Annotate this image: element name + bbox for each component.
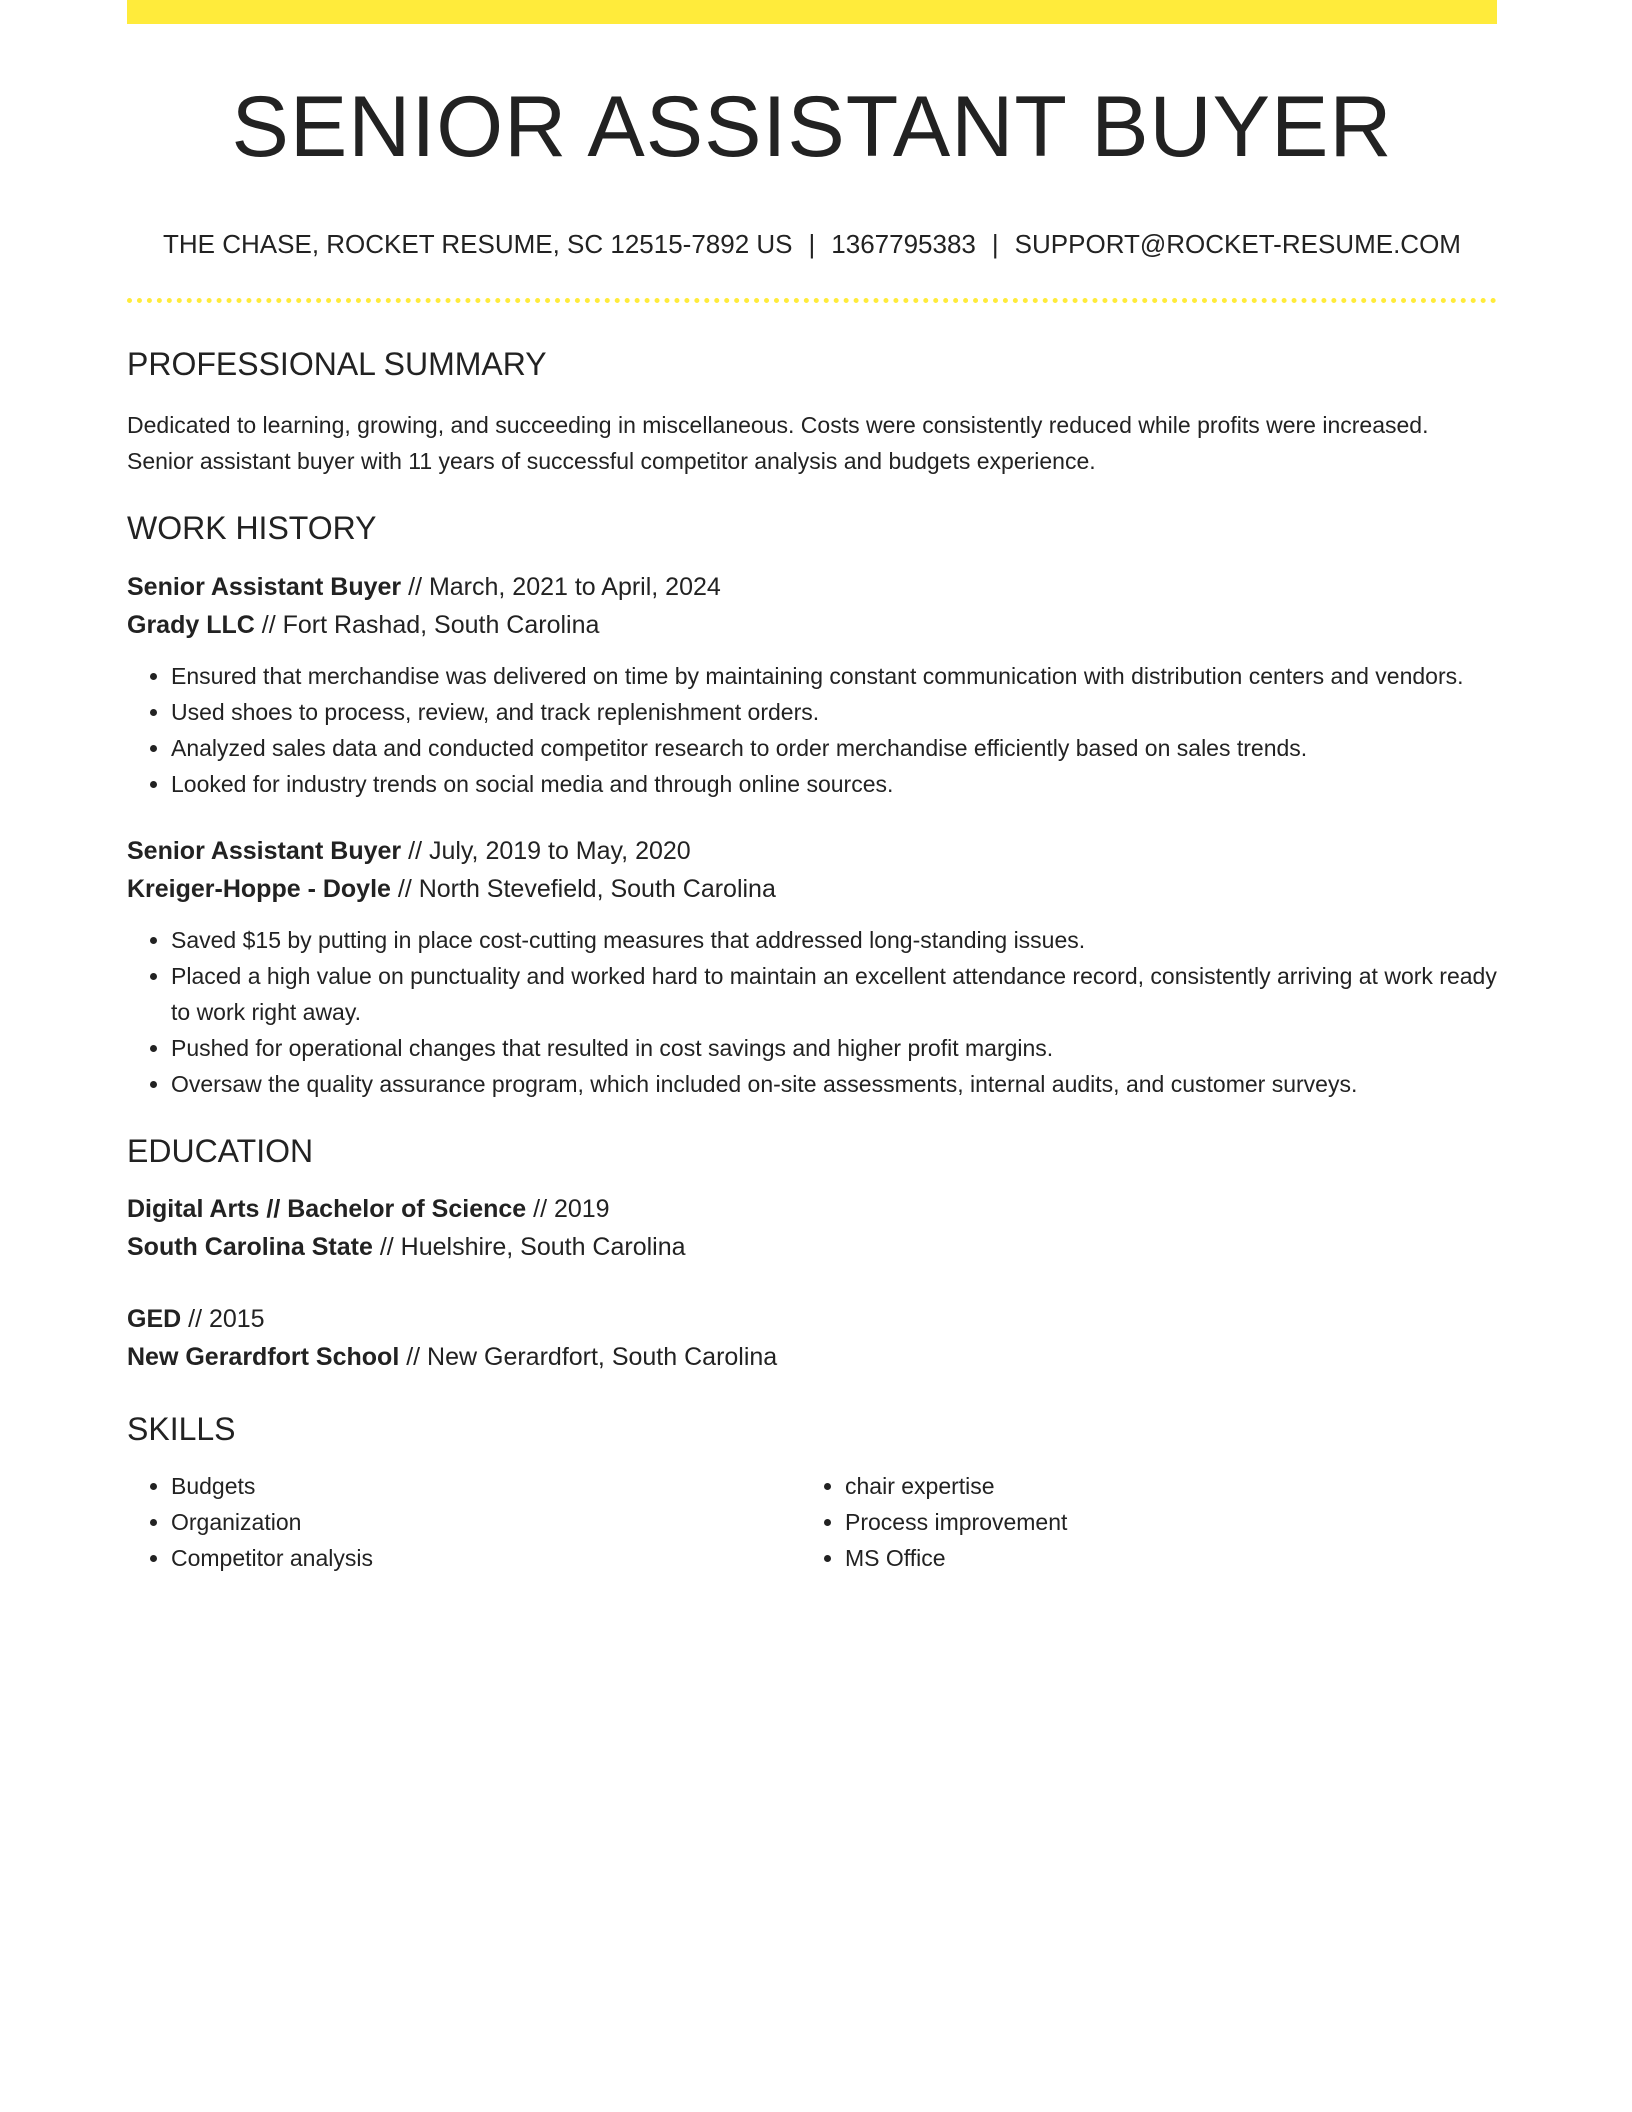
list-item: • Saved $15 by putting in place cost-cutting measures that addressed long-standing issues. (171, 922, 1497, 958)
skill-item: • Process improvement (845, 1504, 1475, 1540)
contact-separator: | (808, 228, 816, 259)
job-dates: // March, 2021 to April, 2024 (401, 572, 721, 601)
skills-column-left (127, 1468, 801, 1576)
summary-text: Dedicated to learning, growing, and succeeding in miscellaneous. Costs were consistently reduced while profits were increased. Senior assistant buyer with 11 years of successful competitor analysis and budgets experience. (127, 412, 1429, 475)
skill-item: • Competitor analysis (171, 1540, 801, 1576)
education-location: // Huelshire, South Carolina (372, 1232, 686, 1261)
resume-title: SENIOR ASSISTANT BUYER (231, 79, 1393, 175)
job-company: Kreiger-Hoppe - Doyle (127, 874, 391, 903)
resume-page (127, 0, 1497, 1576)
list-item: • Pushed for operational changes that resulted in cost savings and higher profit margins. (171, 1030, 1497, 1066)
education-school: New Gerardfort School (127, 1342, 400, 1371)
job-location: // North Stevefield, South Carolina (390, 874, 776, 903)
education-location: // New Gerardfort, South Carolina (399, 1342, 778, 1371)
list-item: • Placed a high value on punctuality and worked hard to maintain an excellent attendance record, consistently arriving at work ready to work right away. (171, 958, 1497, 1030)
skills-grid (127, 1468, 1497, 1576)
job-company-line (127, 870, 1497, 908)
education-school-line (127, 1228, 1497, 1266)
education-degree: Digital Arts // Bachelor of Science (127, 1194, 527, 1223)
top-accent-bar (127, 0, 1497, 24)
header-divider (127, 298, 1497, 303)
list-item: • Analyzed sales data and conducted competitor research to order merchandise efficiently based on sales trends. (171, 730, 1497, 766)
education-entry (127, 1300, 1497, 1376)
skill-item: • MS Office (845, 1540, 1475, 1576)
list-item: • Looked for industry trends on social media and through online sources. (171, 766, 1497, 802)
skill-item: • Organization (171, 1504, 801, 1540)
skill-item: • chair expertise (845, 1468, 1475, 1504)
education-school-line (127, 1338, 1497, 1376)
job-role: Senior Assistant Buyer (127, 572, 402, 601)
job-entry (127, 568, 1497, 802)
skill-item: • Budgets (171, 1468, 801, 1504)
education-year: // 2015 (181, 1304, 265, 1333)
education-school: South Carolina State (127, 1232, 373, 1261)
job-role: Senior Assistant Buyer (127, 836, 402, 865)
job-entry (127, 832, 1497, 1102)
job-company: Grady LLC (127, 610, 255, 639)
education-degree: GED (127, 1304, 182, 1333)
job-role-line (127, 832, 1497, 870)
summary-heading: PROFESSIONAL SUMMARY (127, 345, 547, 382)
list-item: • Used shoes to process, review, and track replenishment orders. (171, 694, 1497, 730)
education-degree-line (127, 1300, 1497, 1338)
education-degree-line (127, 1190, 1497, 1228)
list-item: • Oversaw the quality assurance program, which included on-site assessments, internal audits, and customer surveys. (171, 1066, 1497, 1102)
education-year: // 2019 (526, 1194, 610, 1223)
job-bullets (127, 922, 1497, 1102)
contact-line (127, 229, 1497, 260)
contact-separator: | (991, 228, 999, 259)
job-company-line (127, 606, 1497, 644)
contact-email: SUPPORT@ROCKET-RESUME.COM (1014, 228, 1461, 259)
education-heading: EDUCATION (127, 1132, 314, 1169)
list-item: • Ensured that merchandise was delivered on time by maintaining constant communication with distribution centers and vendors. (171, 658, 1497, 694)
work-history-heading: WORK HISTORY (127, 510, 377, 547)
contact-phone: 1367795383 (831, 228, 976, 259)
job-role-line (127, 568, 1497, 606)
contact-address: THE CHASE, ROCKET RESUME, SC 12515-7892 US (163, 228, 793, 259)
job-bullets (127, 658, 1497, 802)
skills-column-right (801, 1468, 1475, 1576)
skills-heading: SKILLS (127, 1410, 236, 1447)
job-location: // Fort Rashad, South Carolina (254, 610, 600, 639)
job-dates: // July, 2019 to May, 2020 (401, 836, 691, 865)
education-entry (127, 1190, 1497, 1266)
